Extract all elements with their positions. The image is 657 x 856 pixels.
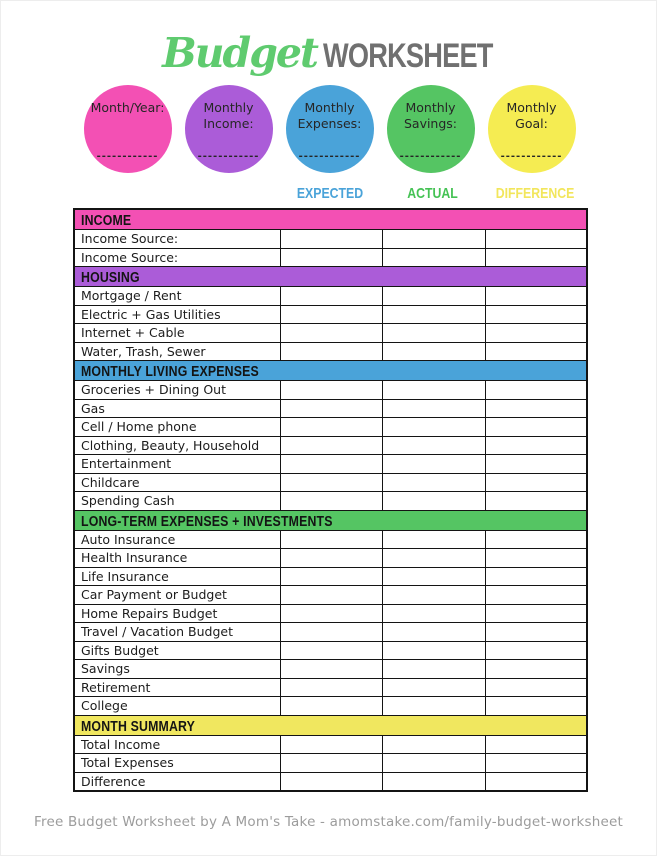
row-label: Cell / Home phone xyxy=(74,418,280,437)
row-clothing-beauty-household xyxy=(74,436,587,455)
circle-monthly-income xyxy=(185,85,273,173)
row-label: Entertainment xyxy=(74,455,280,474)
cell-actual-income-source xyxy=(382,248,485,267)
cell-actual-gifts-budget xyxy=(382,641,485,660)
cell-difference-electric-gas-utilities xyxy=(485,305,587,324)
column-header-actual: ACTUAL xyxy=(407,185,458,202)
cell-actual-health-insurance xyxy=(382,549,485,568)
cell-expected-travel-vacation-budget xyxy=(280,623,382,642)
cell-actual-travel-vacation-budget xyxy=(382,623,485,642)
budget-table xyxy=(73,208,588,792)
cell-actual-life-insurance xyxy=(382,567,485,586)
cell-expected-internet-cable xyxy=(280,324,382,343)
cell-actual-total-expenses xyxy=(382,754,485,773)
fill-in-blank: ------------ xyxy=(399,151,462,162)
cell-actual-savings xyxy=(382,660,485,679)
row-auto-insurance xyxy=(74,530,587,549)
circle-label: Monthly Goal: xyxy=(506,100,557,132)
column-header-difference: DIFFERENCE xyxy=(495,185,575,202)
cell-actual-mortgage-rent xyxy=(382,287,485,306)
section-header-long-term-expenses-investments xyxy=(74,510,587,530)
cell-actual-college xyxy=(382,697,485,716)
row-label: Retirement xyxy=(74,678,280,697)
cell-difference-income-source xyxy=(485,230,587,249)
cell-actual-electric-gas-utilities xyxy=(382,305,485,324)
section-title: LONG-TERM EXPENSES + INVESTMENTS xyxy=(81,513,333,530)
row-label: College xyxy=(74,697,280,716)
cell-difference-total-expenses xyxy=(485,754,587,773)
cell-expected-cell-home-phone xyxy=(280,418,382,437)
section-header-month-summary xyxy=(74,715,587,735)
cell-difference-cell-home-phone xyxy=(485,418,587,437)
fill-in-blank: ------------ xyxy=(298,151,361,162)
row-income-source xyxy=(74,230,587,249)
cell-difference-income-source xyxy=(485,248,587,267)
section-title: MONTH SUMMARY xyxy=(81,718,196,735)
cell-expected-water-trash-sewer xyxy=(280,342,382,361)
circle-monthly-savings xyxy=(387,85,475,173)
cell-difference-clothing-beauty-household xyxy=(485,436,587,455)
cell-difference-travel-vacation-budget xyxy=(485,623,587,642)
row-income-source xyxy=(74,248,587,267)
row-total-expenses xyxy=(74,754,587,773)
row-label: Home Repairs Budget xyxy=(74,604,280,623)
column-headers xyxy=(73,185,586,203)
row-label: Savings xyxy=(74,660,280,679)
row-internet-cable xyxy=(74,324,587,343)
cell-actual-car-payment-or-budget xyxy=(382,586,485,605)
cell-expected-gas xyxy=(280,399,382,418)
row-label: Mortgage / Rent xyxy=(74,287,280,306)
row-childcare xyxy=(74,473,587,492)
row-groceries-dining-out xyxy=(74,381,587,400)
row-home-repairs-budget xyxy=(74,604,587,623)
cell-expected-life-insurance xyxy=(280,567,382,586)
fill-in-blank: ------------ xyxy=(96,151,159,162)
row-college xyxy=(74,697,587,716)
row-label: Spending Cash xyxy=(74,492,280,511)
row-mortgage-rent xyxy=(74,287,587,306)
cell-expected-childcare xyxy=(280,473,382,492)
cell-expected-groceries-dining-out xyxy=(280,381,382,400)
cell-difference-college xyxy=(485,697,587,716)
row-label: Travel / Vacation Budget xyxy=(74,623,280,642)
cell-difference-retirement xyxy=(485,678,587,697)
cell-difference-water-trash-sewer xyxy=(485,342,587,361)
summary-circles xyxy=(1,85,657,173)
cell-expected-spending-cash xyxy=(280,492,382,511)
row-label: Life Insurance xyxy=(74,567,280,586)
cell-expected-home-repairs-budget xyxy=(280,604,382,623)
circle-monthly-expenses xyxy=(286,85,374,173)
row-travel-vacation-budget xyxy=(74,623,587,642)
row-cell-home-phone xyxy=(74,418,587,437)
cell-difference-car-payment-or-budget xyxy=(485,586,587,605)
fill-in-blank: ------------ xyxy=(500,151,563,162)
cell-actual-childcare xyxy=(382,473,485,492)
cell-expected-gifts-budget xyxy=(280,641,382,660)
cell-actual-gas xyxy=(382,399,485,418)
cell-actual-spending-cash xyxy=(382,492,485,511)
cell-actual-income-source xyxy=(382,230,485,249)
cell-difference-auto-insurance xyxy=(485,530,587,549)
circle-label: Monthly Expenses: xyxy=(297,100,362,132)
row-difference xyxy=(74,772,587,791)
cell-difference-gas xyxy=(485,399,587,418)
row-label: Health Insurance xyxy=(74,549,280,568)
cell-actual-entertainment xyxy=(382,455,485,474)
circle-label: Monthly Income: xyxy=(203,100,254,132)
row-label: Total Expenses xyxy=(74,754,280,773)
circle-label: Monthly Savings: xyxy=(403,100,458,132)
cell-actual-auto-insurance xyxy=(382,530,485,549)
cell-actual-cell-home-phone xyxy=(382,418,485,437)
row-savings xyxy=(74,660,587,679)
cell-actual-retirement xyxy=(382,678,485,697)
cell-difference-spending-cash xyxy=(485,492,587,511)
row-retirement xyxy=(74,678,587,697)
cell-expected-income-source xyxy=(280,230,382,249)
row-gas xyxy=(74,399,587,418)
cell-difference-gifts-budget xyxy=(485,641,587,660)
cell-expected-clothing-beauty-household xyxy=(280,436,382,455)
row-label: Water, Trash, Sewer xyxy=(74,342,280,361)
cell-difference-difference xyxy=(485,772,587,791)
row-car-payment-or-budget xyxy=(74,586,587,605)
title-worksheet: WORKSHEET xyxy=(322,37,493,75)
cell-expected-savings xyxy=(280,660,382,679)
section-header-income xyxy=(74,209,587,230)
footer-credit: Free Budget Worksheet by A Mom's Take - amomstake.com/family-budget-worksheet xyxy=(34,814,623,830)
row-label: Electric + Gas Utilities xyxy=(74,305,280,324)
cell-expected-difference xyxy=(280,772,382,791)
cell-difference-childcare xyxy=(485,473,587,492)
cell-actual-internet-cable xyxy=(382,324,485,343)
row-label: Income Source: xyxy=(74,230,280,249)
row-total-income xyxy=(74,735,587,754)
cell-actual-home-repairs-budget xyxy=(382,604,485,623)
row-label: Gifts Budget xyxy=(74,641,280,660)
section-header-monthly-living-expenses xyxy=(74,361,587,381)
cell-expected-total-income xyxy=(280,735,382,754)
cell-expected-health-insurance xyxy=(280,549,382,568)
cell-expected-income-source xyxy=(280,248,382,267)
circle-monthly-goal xyxy=(488,85,576,173)
cell-expected-car-payment-or-budget xyxy=(280,586,382,605)
row-label: Groceries + Dining Out xyxy=(74,381,280,400)
cell-actual-difference xyxy=(382,772,485,791)
circle-label: Month/Year: xyxy=(90,100,165,115)
cell-actual-total-income xyxy=(382,735,485,754)
cell-expected-electric-gas-utilities xyxy=(280,305,382,324)
cell-expected-retirement xyxy=(280,678,382,697)
cell-difference-health-insurance xyxy=(485,549,587,568)
cell-expected-mortgage-rent xyxy=(280,287,382,306)
cell-expected-college xyxy=(280,697,382,716)
cell-difference-home-repairs-budget xyxy=(485,604,587,623)
fill-in-blank: ------------ xyxy=(197,151,260,162)
cell-difference-life-insurance xyxy=(485,567,587,586)
cell-difference-mortgage-rent xyxy=(485,287,587,306)
column-header-expected: EXPECTED xyxy=(296,185,364,202)
row-label: Internet + Cable xyxy=(74,324,280,343)
row-label: Car Payment or Budget xyxy=(74,586,280,605)
cell-expected-entertainment xyxy=(280,455,382,474)
cell-expected-total-expenses xyxy=(280,754,382,773)
row-water-trash-sewer xyxy=(74,342,587,361)
row-entertainment xyxy=(74,455,587,474)
cell-difference-savings xyxy=(485,660,587,679)
row-label: Income Source: xyxy=(74,248,280,267)
page-title xyxy=(1,29,656,87)
section-header-housing xyxy=(74,267,587,287)
section-title: INCOME xyxy=(81,213,132,229)
circle-month-year xyxy=(84,85,172,173)
cell-actual-clothing-beauty-household xyxy=(382,436,485,455)
row-label: Clothing, Beauty, Household xyxy=(74,436,280,455)
row-health-insurance xyxy=(74,549,587,568)
row-life-insurance xyxy=(74,567,587,586)
section-title: MONTHLY LIVING EXPENSES xyxy=(81,364,259,380)
row-label: Gas xyxy=(74,399,280,418)
cell-difference-internet-cable xyxy=(485,324,587,343)
row-label: Difference xyxy=(74,772,280,791)
row-electric-gas-utilities xyxy=(74,305,587,324)
row-gifts-budget xyxy=(74,641,587,660)
cell-difference-groceries-dining-out xyxy=(485,381,587,400)
row-spending-cash xyxy=(74,492,587,511)
title-budget-script: Budget xyxy=(162,29,317,77)
row-label: Auto Insurance xyxy=(74,530,280,549)
row-label: Total Income xyxy=(74,735,280,754)
cell-difference-entertainment xyxy=(485,455,587,474)
cell-actual-groceries-dining-out xyxy=(382,381,485,400)
cell-actual-water-trash-sewer xyxy=(382,342,485,361)
cell-expected-auto-insurance xyxy=(280,530,382,549)
section-title: HOUSING xyxy=(81,270,140,286)
cell-difference-total-income xyxy=(485,735,587,754)
row-label: Childcare xyxy=(74,473,280,492)
